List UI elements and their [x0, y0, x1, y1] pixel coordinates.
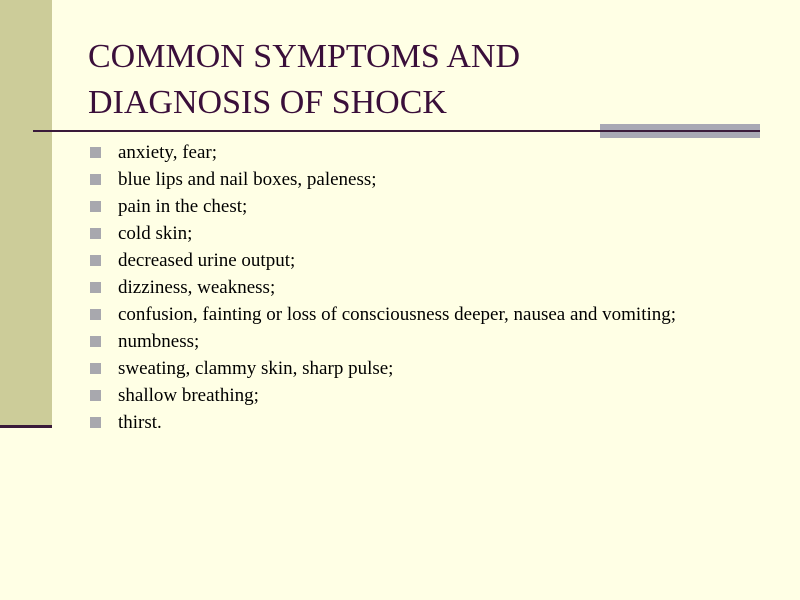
list-item-text: blue lips and nail boxes, paleness; — [118, 169, 377, 190]
list-item-text: confusion, fainting or loss of consciousness deeper, nausea and vomiting; — [118, 304, 677, 325]
list-item — [88, 142, 708, 164]
square-bullet-icon — [90, 282, 101, 293]
square-bullet-icon — [90, 255, 101, 266]
slide-title — [88, 34, 768, 126]
list-item-text: cold skin; — [118, 223, 193, 244]
list-item — [88, 331, 708, 353]
left-bar-bottom-rule — [0, 425, 52, 428]
list-item — [88, 304, 708, 326]
list-item — [88, 385, 708, 407]
list-item-text: pain in the chest; — [118, 196, 248, 217]
list-item-text: numbness; — [118, 331, 200, 352]
list-item-text: shallow breathing; — [118, 385, 259, 406]
square-bullet-icon — [90, 336, 101, 347]
symptom-list — [88, 142, 708, 439]
square-bullet-icon — [90, 228, 101, 239]
list-item — [88, 223, 708, 245]
square-bullet-icon — [90, 147, 101, 158]
list-item-text: sweating, clammy skin, sharp pulse; — [118, 358, 394, 379]
list-item — [88, 412, 708, 434]
slide-title-line-2: DIAGNOSIS OF SHOCK — [88, 84, 447, 121]
list-item — [88, 196, 708, 218]
list-item-text: thirst. — [118, 412, 162, 433]
list-item-text: anxiety, fear; — [118, 142, 217, 163]
left-decorative-bar — [0, 0, 52, 425]
square-bullet-icon — [90, 174, 101, 185]
divider-accent-rule — [600, 130, 760, 132]
square-bullet-icon — [90, 417, 101, 428]
square-bullet-icon — [90, 390, 101, 401]
list-item — [88, 358, 708, 380]
list-item — [88, 277, 708, 299]
slide-title-line-1: COMMON SYMPTOMS AND — [88, 38, 521, 75]
list-item-text: decreased urine output; — [118, 250, 296, 271]
square-bullet-icon — [90, 363, 101, 374]
square-bullet-icon — [90, 309, 101, 320]
list-item — [88, 169, 708, 191]
square-bullet-icon — [90, 201, 101, 212]
list-item-text: dizziness, weakness; — [118, 277, 276, 298]
list-item — [88, 250, 708, 272]
